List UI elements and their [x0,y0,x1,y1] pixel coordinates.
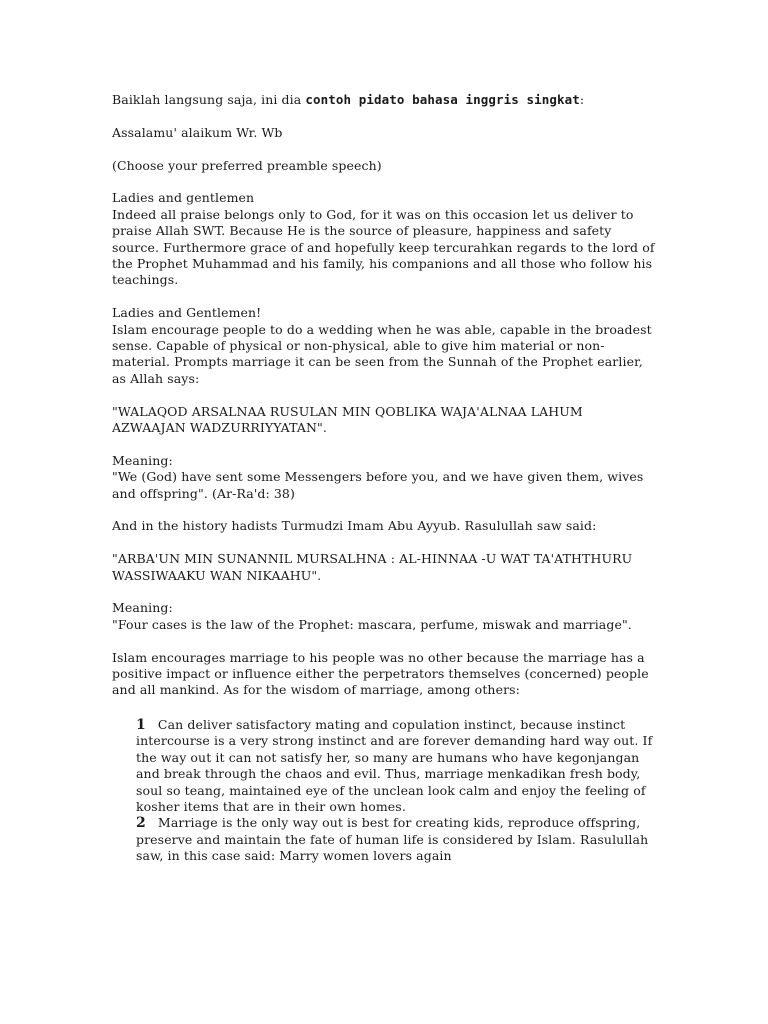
list-item-number: 2 [136,815,146,832]
meaning-1-label: Meaning: [112,452,173,468]
list-item-text: Can deliver satisfactory mating and copulation instinct, because instinct intercourse is a very strong instinct and are forever demanding hard way out. If the way out it can not satisfy her, so many are humans who have kegonjangan and break through the chaos and evil. Thus, marriage menkadikan fresh body, soul so teang, maintained eye of the unclean look calm and enjoy the feeling of kosher items that are in their own homes. [136,716,653,814]
greeting: Assalamu' alaikum Wr. Wb [112,124,283,140]
intro-line [112,92,657,108]
wisdom-list [136,717,657,865]
intro-highlight: contoh pidato bahasa inggris singkat [305,92,580,107]
section2-salutation: Ladies and Gentlemen! [112,305,262,321]
document-page [112,92,657,865]
list-item-number: 1 [136,716,146,733]
section2-body: Islam encourage people to do a wedding when he was able, capable in the broadest sense. Capable of physical or non-physical, able to give him material or non-material. Prompts marriage it can be seen from the Sunnah of the Prophet earlier, as Allah says: [112,321,652,386]
list-item [136,815,657,864]
opening-paragraph [112,190,657,288]
opening-body: Indeed all praise belongs only to God, for it was on this occasion let us deliver to praise Allah SWT. Because He is the source of pleasure, happiness and safety source. Furthermore grace of and hopefully keep tercurahkan regards to the lord of the Prophet Muhammad and his family, his companions and all those who follow his teachings. [112,206,655,288]
list-item-text: Marriage is the only way out is best for creating kids, reproduce offspring, preserve and maintain the fate of human life is considered by Islam. Rasulullah saw, in this case said: Marry women lovers again [136,815,649,864]
intro-lead: Baiklah langsung saja, ini dia [112,92,306,107]
meaning-2 [112,600,657,633]
wisdom-intro: Islam encourages marriage to his people was no other because the marriage has a positive impact or influence either the perpetrators themselves (concerned) people and all mankind. As for the wisdom of marriage, among others: [112,649,649,698]
list-item [136,717,657,815]
meaning-2-label: Meaning: [112,600,173,616]
intro-trail: : [579,92,585,107]
meaning-1-text: "We (God) have sent some Messengers before you, and we have given them, wives and offspring". (Ar-Ra'd: 38) [112,469,644,501]
quote-2: "ARBA'UN MIN SUNANNIL MURSALHNA : AL-HINNAA -U WAT TA'ATHTHURU WASSIWAAKU WAN NIKAAHU". [112,551,633,583]
section2-paragraph [112,305,657,387]
quote-1: "WALAQOD ARSALNAA RUSULAN MIN QOBLIKA WAJA'ALNAA LAHUM AZWAAJAN WADZURRIYYATAN". [112,403,583,436]
meaning-1 [112,453,657,502]
opening-salutation: Ladies and gentlemen [112,190,255,206]
meaning-2-text: "Four cases is the law of the Prophet: mascara, perfume, miswak and marriage". [112,616,632,632]
preamble-note: (Choose your preferred preamble speech) [112,157,382,173]
history-line: And in the history hadists Turmudzi Imam Abu Ayyub. Rasulullah saw said: [112,518,597,534]
